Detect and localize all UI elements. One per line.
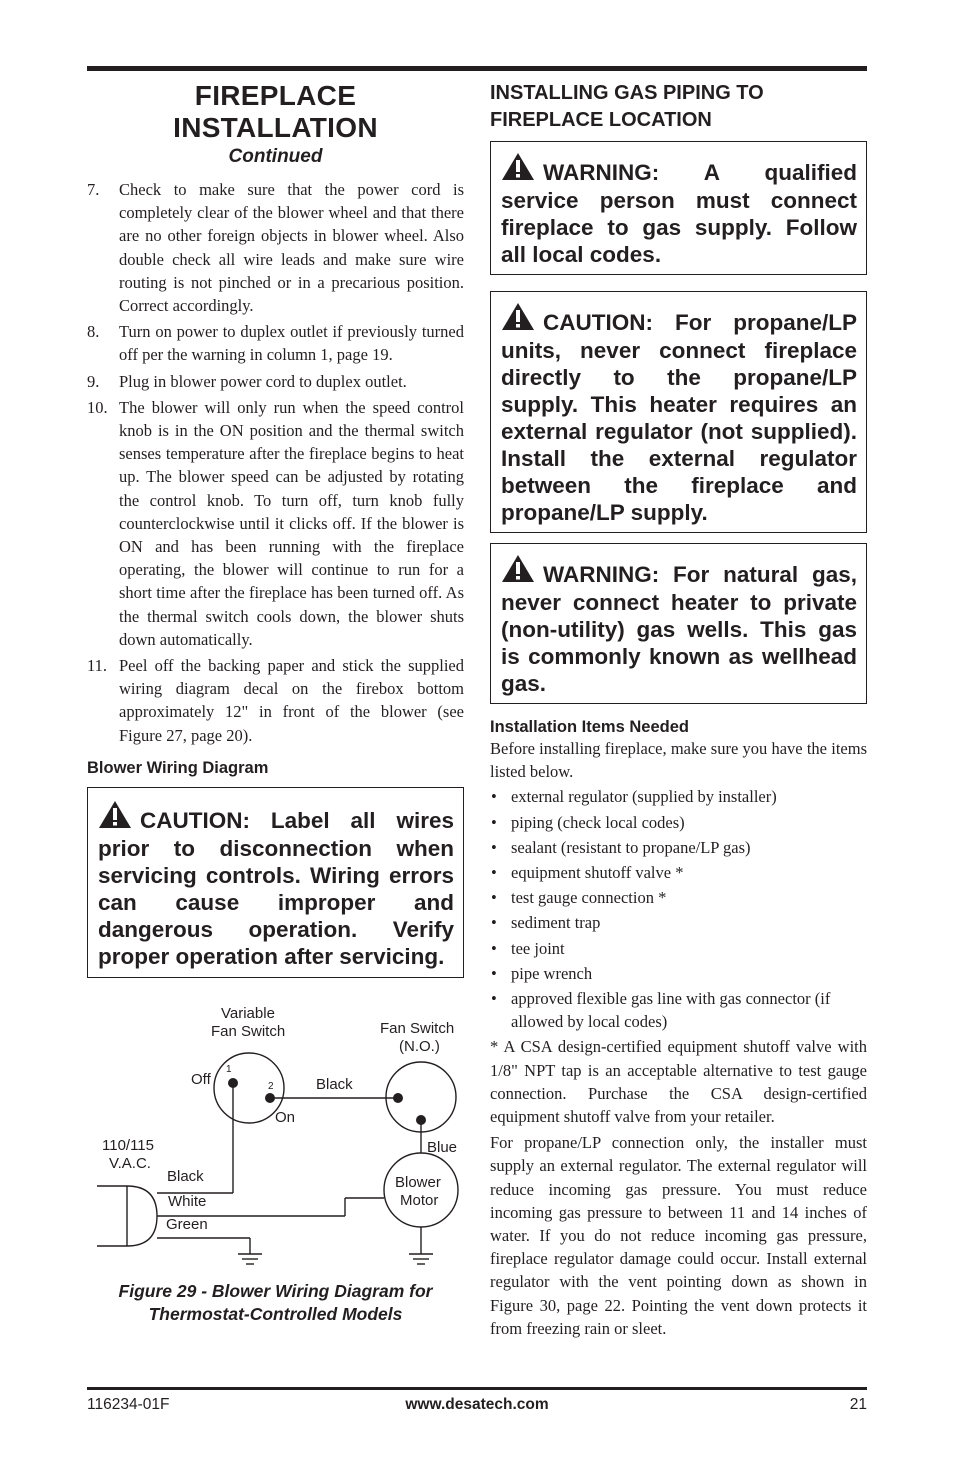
list-item: • external regulator (supplied by installer) [490,785,867,808]
gas-piping-heading [490,80,867,134]
list-item: • sediment trap [490,911,867,934]
step-text: Peel off the backing paper and stick the supplied wiring diagram decal on the firebox bottom approximately 12" in front of the blower (see Figure 27, page 20). [119,656,464,745]
label-terminal-2: 2 [268,1080,274,1092]
warning-text-natural-gas: WARNING: For natural gas, never connect heater to private (non-utility) gas wells. This gas is commonly known as wellhead gas. [501,562,857,696]
warning-triangle-icon [501,152,535,187]
title-line-2: INSTALLATION [173,112,378,143]
step-number: 11. [87,656,108,676]
list-item: • tee joint [490,937,867,960]
label-vac: V.A.C. [109,1154,151,1172]
caution-box-wiring [87,787,464,978]
step-item [87,178,464,317]
step-text: The blower will only run when the speed control knob is in the ON position and the thermal switch senses temperature after the fireplace begins to heat up. The blower speed can be adjusted by rotating the control knob. To turn off, turn knob fully counterclockwise until it clicks off. If the blower is ON and has been running with the fireplace operating, the blower will continue to run for a short time after the fireplace has been turned off. As the thermal switch cools down, the blower shuts down automatically. [119,397,464,649]
terminal-off [228,1078,238,1088]
terminal-fan-out [416,1115,426,1125]
blower-wiring-diagram [87,1000,464,1270]
step-text: Turn on power to duplex outlet if previously turned off per the warning in column 1, page 19. [119,322,464,365]
label-black: Black [167,1167,204,1185]
items-list [490,785,867,1033]
page-number: 21 [849,1396,867,1413]
label-blue: Blue [427,1138,458,1156]
label-variable: Variable [221,1004,275,1022]
warning-triangle-icon [98,800,132,835]
website-link[interactable]: www.desatech.com [405,1396,549,1413]
warning-triangle-icon [501,554,535,589]
section-title [87,80,464,144]
label-voltage: 110/115 [102,1136,154,1154]
list-item: • pipe wrench [490,962,867,985]
caution-text: CAUTION: Label all wires prior to disconnection when servicing controls. Wiring errors can cause improper and dangerous operation. Verify proper operation after servicing. [98,807,454,969]
label-motor: Motor [400,1191,439,1209]
propane-paragraph: For propane/LP connection only, the installer must supply an external regulator. The external regulator will reduce incoming gas pressure. You must reduce incoming gas pressure to between 11 and 14 inches of water. If you do not reduce incoming gas pressure, fireplace regulator damage could occur. Install external regulator with the vent pointing down as shown in Figure 30, page 22. Pointing the vent down protects it from freezing rain or sleet. [490,1133,867,1338]
label-fan-switch-no: Fan Switch [380,1019,455,1037]
doc-number: 116234-01F [87,1396,170,1413]
step-number: 9. [87,371,100,391]
section-subtitle: Continued [228,146,323,167]
caution-text-propane: CAUTION: For propane/LP units, never connect fireplace directly to the propane/LP supply. This heater requires an external regulator (not supplied). Install the external regulator between the fireplace and propane/LP supply. [501,310,857,525]
step-list [87,178,464,747]
label-black-top: Black [316,1075,353,1093]
step-number: 10. [87,397,108,417]
step-text: Check to make sure that the power cord is completely clear of the blower wheel and that there are no other foreign objects in blower wheel. Also double check all wire leads and make sure wire routing is not pinched or in a precarious position. Correct accordingly. [119,180,464,316]
label-white: White [168,1192,207,1210]
label-off: Off [191,1070,211,1088]
list-item: • sealant (resistant to propane/LP gas) [490,836,867,859]
step-text: Plug in blower power cord to duplex outlet. [119,371,407,391]
heading-line-2: FIREPLACE LOCATION [490,109,712,131]
bottom-rule [87,1387,867,1390]
terminal-on [265,1093,275,1103]
warning-text-qualified: WARNING: A qualified service person must connect fireplace to gas supply. Follow all local codes. [501,160,857,267]
step-item [87,370,464,393]
right-column [490,80,867,1340]
step-item [87,396,464,651]
heading-line-1: INSTALLING GAS PIPING TO [490,82,764,104]
figure-caption-line-2: Thermostat-Controlled Models [148,1303,403,1324]
figure-caption [87,1280,464,1326]
items-intro: Before installing fireplace, make sure you have the items listed below. [490,739,867,782]
ground-symbol-right [409,1254,433,1264]
items-heading: Installation Items Needed [490,718,689,736]
label-blower: Blower [395,1173,441,1191]
label-no: (N.O.) [399,1037,440,1055]
warning-triangle-icon [501,302,535,337]
label-on: On [275,1108,296,1126]
list-item: • test gauge connection * [490,886,867,909]
ground-symbol-left [238,1254,262,1264]
list-item: • approved flexible gas line with gas connector (if allowed by local codes) [490,987,867,1033]
left-column [87,80,464,1326]
label-green: Green [166,1215,208,1233]
list-item: • equipment shutoff valve * [490,861,867,884]
wiring-heading: Blower Wiring Diagram [87,758,269,777]
terminal-fan-in [393,1093,403,1103]
label-terminal-1: 1 [226,1063,232,1075]
warning-box-qualified [490,141,867,275]
label-fan-switch: Fan Switch [211,1022,286,1040]
step-number: 7. [87,180,100,199]
list-item: • piping (check local codes) [490,811,867,834]
warning-box-natural-gas [490,543,867,704]
figure-caption-line-1: Figure 29 - Blower Wiring Diagram for [118,1280,433,1301]
valve-note: * A CSA design-certified equipment shutoff valve with 1/8" NPT tap is an acceptable alternative to test gauge connection. Purchase the CSA design-certified equipment shutoff valve from your retailer. [490,1037,867,1127]
title-line-1: FIREPLACE [194,80,357,111]
caution-box-propane [490,291,867,533]
top-rule [87,66,867,71]
step-item [87,654,464,747]
step-number: 8. [87,322,100,342]
step-item [87,320,464,366]
